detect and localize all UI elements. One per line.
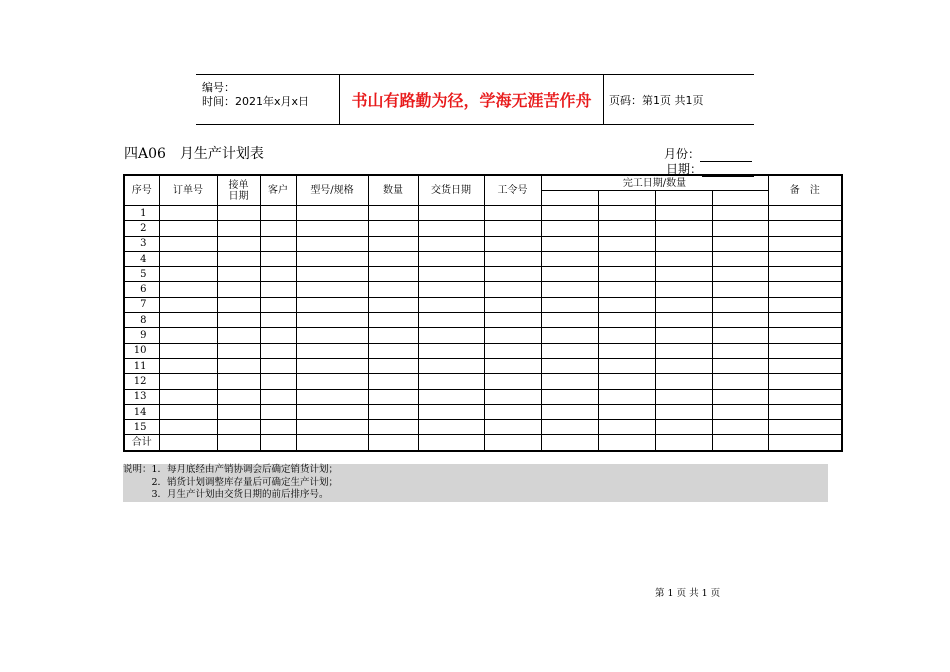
table-cell[interactable] xyxy=(260,404,296,419)
table-cell[interactable] xyxy=(217,267,260,282)
table-cell[interactable] xyxy=(655,374,712,389)
table-cell[interactable] xyxy=(712,236,768,251)
table-cell[interactable] xyxy=(260,343,296,358)
table-cell[interactable] xyxy=(598,343,655,358)
table-row xyxy=(124,374,842,389)
table-row xyxy=(124,206,842,221)
table-cell[interactable] xyxy=(712,420,768,435)
table-cell[interactable] xyxy=(484,358,541,373)
table-cell[interactable] xyxy=(768,236,842,251)
row-number: 5 xyxy=(124,267,159,282)
table-cell[interactable] xyxy=(368,236,418,251)
table-cell[interactable] xyxy=(217,389,260,404)
table-cell[interactable] xyxy=(541,404,598,419)
table-cell[interactable] xyxy=(484,297,541,312)
table-cell[interactable] xyxy=(655,420,712,435)
table-cell[interactable] xyxy=(541,267,598,282)
table-cell[interactable] xyxy=(418,221,484,236)
table-cell[interactable] xyxy=(541,420,598,435)
col-header-order: 订单号 xyxy=(159,175,217,206)
table-cell[interactable] xyxy=(418,251,484,266)
document-header xyxy=(196,74,754,125)
table-row xyxy=(124,389,842,404)
table-cell[interactable] xyxy=(368,389,418,404)
table-cell[interactable] xyxy=(159,420,217,435)
total-label: 合计 xyxy=(124,435,159,451)
table-cell[interactable] xyxy=(712,221,768,236)
table-cell[interactable] xyxy=(484,389,541,404)
col-header-recv-date xyxy=(217,175,260,206)
table-cell[interactable] xyxy=(217,206,260,221)
table-cell[interactable] xyxy=(217,404,260,419)
page-number-label: 页码：第1页 共1页 xyxy=(609,93,704,107)
table-cell[interactable] xyxy=(768,404,842,419)
table-cell[interactable] xyxy=(712,267,768,282)
table-cell[interactable] xyxy=(541,221,598,236)
table-cell[interactable] xyxy=(418,236,484,251)
table-cell[interactable] xyxy=(484,236,541,251)
row-number: 14 xyxy=(124,404,159,419)
table-cell[interactable] xyxy=(296,297,368,312)
table-cell[interactable] xyxy=(768,420,842,435)
table-row xyxy=(124,328,842,343)
table-cell[interactable] xyxy=(541,236,598,251)
table-cell[interactable] xyxy=(768,328,842,343)
table-cell[interactable] xyxy=(598,435,655,451)
table-cell[interactable] xyxy=(541,313,598,328)
notes-block xyxy=(123,464,828,502)
table-cell[interactable] xyxy=(260,282,296,297)
table-cell[interactable] xyxy=(418,282,484,297)
table-row xyxy=(124,282,842,297)
table-cell[interactable] xyxy=(541,358,598,373)
table-cell[interactable] xyxy=(159,221,217,236)
form-title: 四A06 月生产计划表 xyxy=(124,146,264,162)
table-cell[interactable] xyxy=(159,313,217,328)
table-cell[interactable] xyxy=(598,267,655,282)
table-cell[interactable] xyxy=(260,420,296,435)
table-cell[interactable] xyxy=(484,374,541,389)
table-cell[interactable] xyxy=(159,206,217,221)
table-cell[interactable] xyxy=(484,313,541,328)
table-cell[interactable] xyxy=(655,251,712,266)
table-cell[interactable] xyxy=(541,374,598,389)
table-cell[interactable] xyxy=(541,389,598,404)
note-line-1: 说明：1．每月底经由产销协调会后确定销货计划； xyxy=(123,464,339,475)
table-cell[interactable] xyxy=(296,206,368,221)
time-label: 时间：2021年x月x日 xyxy=(202,95,310,108)
table-cell[interactable] xyxy=(655,236,712,251)
table-cell[interactable] xyxy=(368,221,418,236)
table-cell[interactable] xyxy=(484,404,541,419)
table-cell[interactable] xyxy=(484,343,541,358)
table-cell[interactable] xyxy=(598,221,655,236)
row-number: 2 xyxy=(124,221,159,236)
col-header-completion: 完工日期/数量 xyxy=(541,175,768,191)
row-number: 6 xyxy=(124,282,159,297)
table-cell[interactable] xyxy=(598,282,655,297)
table-cell[interactable] xyxy=(598,251,655,266)
table-cell[interactable] xyxy=(418,206,484,221)
table-cell[interactable] xyxy=(484,251,541,266)
table-cell[interactable] xyxy=(296,282,368,297)
completion-subcell xyxy=(541,191,598,206)
table-cell[interactable] xyxy=(712,328,768,343)
table-cell[interactable] xyxy=(159,297,217,312)
table-cell[interactable] xyxy=(712,313,768,328)
table-cell[interactable] xyxy=(260,389,296,404)
table-cell[interactable] xyxy=(712,374,768,389)
table-cell[interactable] xyxy=(368,251,418,266)
table-cell[interactable] xyxy=(159,282,217,297)
table-cell[interactable] xyxy=(368,328,418,343)
table-cell[interactable] xyxy=(217,435,260,451)
table-cell[interactable] xyxy=(655,328,712,343)
table-cell[interactable] xyxy=(768,251,842,266)
table-cell[interactable] xyxy=(368,282,418,297)
table-cell[interactable] xyxy=(768,267,842,282)
table-cell[interactable] xyxy=(368,404,418,419)
table-cell[interactable] xyxy=(368,358,418,373)
table-cell[interactable] xyxy=(655,282,712,297)
table-cell[interactable] xyxy=(484,221,541,236)
col-header-seq: 序号 xyxy=(124,175,159,206)
table-cell[interactable] xyxy=(260,328,296,343)
table-cell[interactable] xyxy=(541,343,598,358)
recv-date-line1: 接单 xyxy=(228,179,249,191)
row-number: 7 xyxy=(124,297,159,312)
table-cell[interactable] xyxy=(418,313,484,328)
table-cell[interactable] xyxy=(260,236,296,251)
col-header-work-order: 工令号 xyxy=(484,175,541,206)
table-cell[interactable] xyxy=(418,328,484,343)
table-cell[interactable] xyxy=(712,404,768,419)
table-cell[interactable] xyxy=(368,297,418,312)
table-cell[interactable] xyxy=(655,389,712,404)
table-cell[interactable] xyxy=(217,236,260,251)
table-cell[interactable] xyxy=(712,206,768,221)
row-number: 8 xyxy=(124,313,159,328)
table-cell[interactable] xyxy=(598,297,655,312)
month-label: 月份： xyxy=(664,147,701,161)
table-row xyxy=(124,267,842,282)
table-cell[interactable] xyxy=(768,358,842,373)
table-cell[interactable] xyxy=(418,404,484,419)
table-cell[interactable] xyxy=(712,389,768,404)
row-number: 9 xyxy=(124,328,159,343)
table-cell[interactable] xyxy=(598,313,655,328)
table-cell[interactable] xyxy=(368,206,418,221)
table-cell[interactable] xyxy=(655,206,712,221)
row-number: 10 xyxy=(124,343,159,358)
table-cell[interactable] xyxy=(418,374,484,389)
table-cell[interactable] xyxy=(217,251,260,266)
col-header-model: 型号/规格 xyxy=(296,175,368,206)
table-cell[interactable] xyxy=(598,206,655,221)
table-cell[interactable] xyxy=(296,221,368,236)
table-cell[interactable] xyxy=(260,206,296,221)
header-info-cell xyxy=(196,75,339,124)
table-cell[interactable] xyxy=(541,328,598,343)
col-header-delivery: 交货日期 xyxy=(418,175,484,206)
table-cell[interactable] xyxy=(484,420,541,435)
table-cell[interactable] xyxy=(217,374,260,389)
table-cell[interactable] xyxy=(159,328,217,343)
table-cell[interactable] xyxy=(598,389,655,404)
table-row xyxy=(124,297,842,312)
table-cell[interactable] xyxy=(159,236,217,251)
table-cell[interactable] xyxy=(217,420,260,435)
table-cell[interactable] xyxy=(541,251,598,266)
note-line-3: 3．月生产计划由交货日期的前后排序号。 xyxy=(123,489,329,500)
table-cell[interactable] xyxy=(217,313,260,328)
table-cell[interactable] xyxy=(159,267,217,282)
table-cell[interactable] xyxy=(368,374,418,389)
table-cell[interactable] xyxy=(296,313,368,328)
table-cell[interactable] xyxy=(598,328,655,343)
table-cell[interactable] xyxy=(768,389,842,404)
table-cell[interactable] xyxy=(712,358,768,373)
completion-subcell xyxy=(655,191,712,206)
table-cell[interactable] xyxy=(768,282,842,297)
table-cell[interactable] xyxy=(296,267,368,282)
table-cell[interactable] xyxy=(368,420,418,435)
row-number: 15 xyxy=(124,420,159,435)
table-cell[interactable] xyxy=(217,221,260,236)
total-row xyxy=(124,435,842,451)
table-cell[interactable] xyxy=(768,343,842,358)
table-cell[interactable] xyxy=(217,343,260,358)
table-cell[interactable] xyxy=(655,267,712,282)
table-cell[interactable] xyxy=(217,282,260,297)
table-cell[interactable] xyxy=(296,251,368,266)
table-cell[interactable] xyxy=(296,404,368,419)
completion-subcell xyxy=(712,191,768,206)
table-cell[interactable] xyxy=(296,236,368,251)
table-cell[interactable] xyxy=(768,297,842,312)
table-cell[interactable] xyxy=(260,435,296,451)
table-cell[interactable] xyxy=(217,328,260,343)
row-number: 4 xyxy=(124,251,159,266)
header-row xyxy=(124,175,842,191)
table-cell[interactable] xyxy=(296,328,368,343)
col-header-customer: 客户 xyxy=(260,175,296,206)
table-row xyxy=(124,251,842,266)
table-cell[interactable] xyxy=(655,297,712,312)
table-cell[interactable] xyxy=(712,435,768,451)
table-cell[interactable] xyxy=(768,313,842,328)
table-cell[interactable] xyxy=(541,206,598,221)
table-cell[interactable] xyxy=(159,374,217,389)
table-cell[interactable] xyxy=(418,358,484,373)
note-line-2: 2．销货计划调整库存量后可确定生产计划； xyxy=(123,476,339,488)
table-cell[interactable] xyxy=(217,297,260,312)
table-row xyxy=(124,404,842,419)
table-cell[interactable] xyxy=(418,389,484,404)
table-cell[interactable] xyxy=(159,435,217,451)
table-row xyxy=(124,358,842,373)
table-cell[interactable] xyxy=(296,358,368,373)
table-cell[interactable] xyxy=(368,435,418,451)
table-cell[interactable] xyxy=(598,404,655,419)
table-cell[interactable] xyxy=(217,358,260,373)
motto-text: 书山有路勤为径，学海无涯苦作舟 xyxy=(339,75,604,124)
table-cell[interactable] xyxy=(418,343,484,358)
table-cell[interactable] xyxy=(484,328,541,343)
table-cell[interactable] xyxy=(296,343,368,358)
table-row xyxy=(124,343,842,358)
production-plan-table xyxy=(123,174,843,452)
table-row xyxy=(124,420,842,435)
date-label: 日期： xyxy=(666,162,703,176)
table-cell[interactable] xyxy=(260,374,296,389)
table-cell[interactable] xyxy=(260,358,296,373)
table-cell[interactable] xyxy=(296,389,368,404)
completion-subcell xyxy=(598,191,655,206)
table-cell[interactable] xyxy=(484,282,541,297)
table-cell[interactable] xyxy=(159,389,217,404)
table-cell[interactable] xyxy=(296,374,368,389)
table-cell[interactable] xyxy=(768,435,842,451)
table-cell[interactable] xyxy=(712,297,768,312)
table-cell[interactable] xyxy=(159,251,217,266)
table-cell[interactable] xyxy=(368,267,418,282)
table-cell[interactable] xyxy=(655,313,712,328)
table-cell[interactable] xyxy=(541,435,598,451)
table-cell[interactable] xyxy=(484,267,541,282)
table-cell[interactable] xyxy=(712,282,768,297)
row-number: 1 xyxy=(124,206,159,221)
code-label: 编号： xyxy=(202,81,235,94)
table-cell[interactable] xyxy=(368,343,418,358)
footer-pager: 第 1 页 共 1 页 xyxy=(655,588,721,599)
row-number: 13 xyxy=(124,389,159,404)
table-cell[interactable] xyxy=(598,236,655,251)
table-cell[interactable] xyxy=(712,251,768,266)
table-cell[interactable] xyxy=(260,313,296,328)
table-row xyxy=(124,221,842,236)
table-cell[interactable] xyxy=(418,435,484,451)
table-cell[interactable] xyxy=(598,420,655,435)
table-cell[interactable] xyxy=(260,267,296,282)
table-cell[interactable] xyxy=(768,221,842,236)
table-cell[interactable] xyxy=(260,297,296,312)
table-cell[interactable] xyxy=(712,343,768,358)
table-cell[interactable] xyxy=(655,404,712,419)
table-cell[interactable] xyxy=(768,206,842,221)
table-cell[interactable] xyxy=(260,251,296,266)
table-row xyxy=(124,313,842,328)
table-cell[interactable] xyxy=(541,297,598,312)
col-header-remark: 备 注 xyxy=(768,175,842,206)
table-row xyxy=(124,236,842,251)
table-cell[interactable] xyxy=(541,282,598,297)
table-cell[interactable] xyxy=(159,343,217,358)
table-cell[interactable] xyxy=(655,343,712,358)
table-cell[interactable] xyxy=(598,358,655,373)
table-cell[interactable] xyxy=(484,435,541,451)
table-cell[interactable] xyxy=(418,297,484,312)
table-cell[interactable] xyxy=(484,206,541,221)
table-cell[interactable] xyxy=(655,435,712,451)
table-cell[interactable] xyxy=(260,221,296,236)
row-number: 3 xyxy=(124,236,159,251)
row-number: 12 xyxy=(124,374,159,389)
table-cell[interactable] xyxy=(159,358,217,373)
table-cell[interactable] xyxy=(159,404,217,419)
table-cell[interactable] xyxy=(296,420,368,435)
table-cell[interactable] xyxy=(768,374,842,389)
recv-date-line2: 日期 xyxy=(228,190,249,202)
row-number: 11 xyxy=(124,358,159,373)
table-cell[interactable] xyxy=(418,267,484,282)
table-cell[interactable] xyxy=(418,420,484,435)
table-cell[interactable] xyxy=(655,358,712,373)
table-cell[interactable] xyxy=(655,221,712,236)
table-cell[interactable] xyxy=(598,374,655,389)
table-cell[interactable] xyxy=(368,313,418,328)
table-body xyxy=(124,206,842,451)
table-cell[interactable] xyxy=(296,435,368,451)
col-header-qty: 数量 xyxy=(368,175,418,206)
